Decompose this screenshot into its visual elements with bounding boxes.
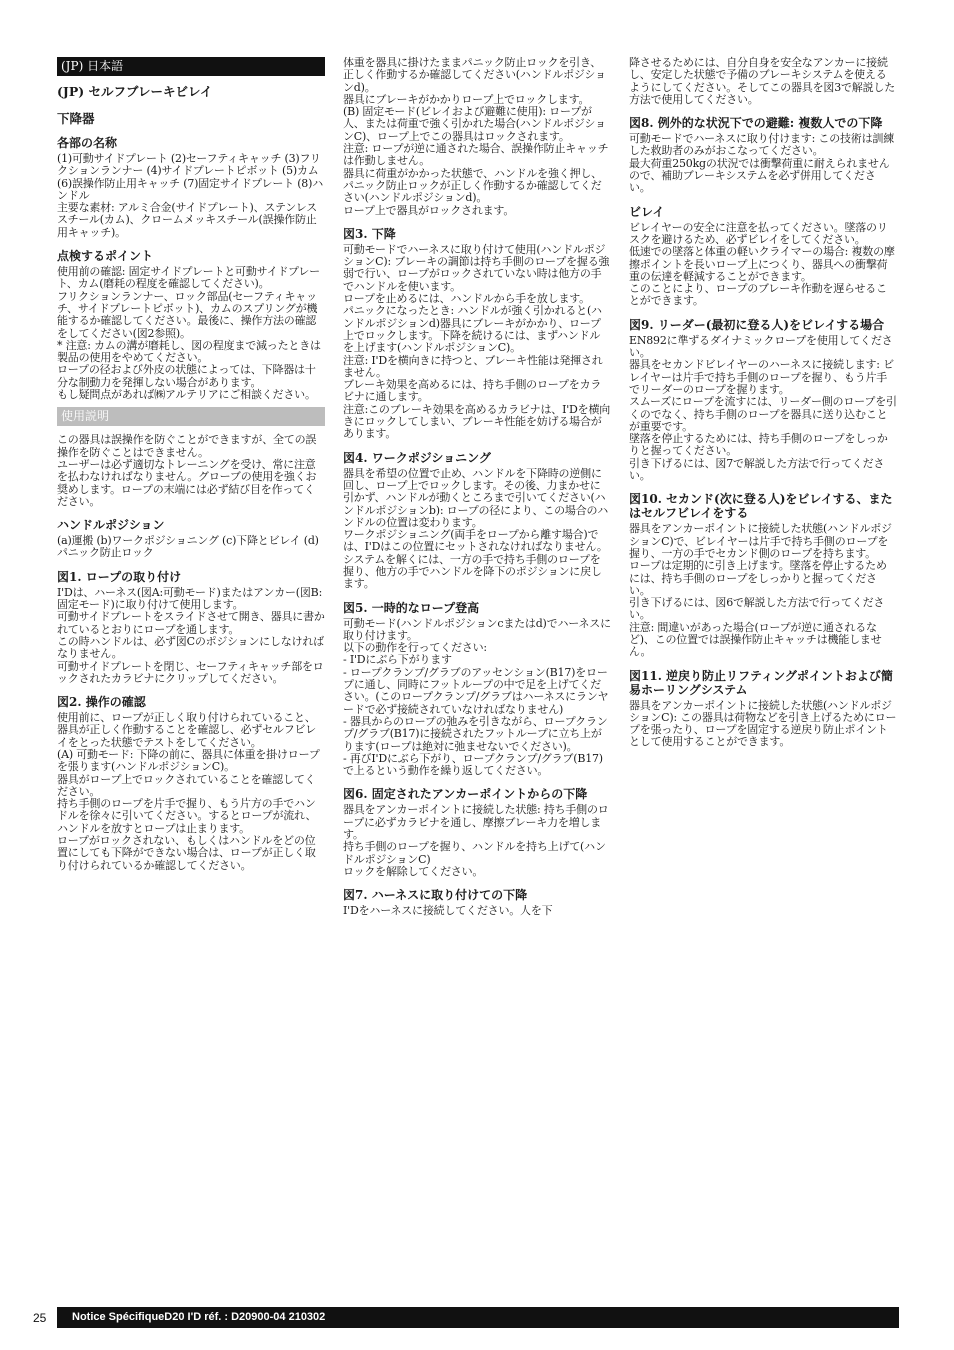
check-heading: 点検するポイント: [57, 249, 154, 264]
fig2-paragraph-1: 使用前に、ロープが正しく取り付けられていること、器具が正しく作動することを確認し、必ずセルフビレイをとった状態でテストをしてください。: [57, 711, 317, 749]
fig4-paragraph-3: システムを解くには、一方の手で持ち手側のロープを握り、他方の手でハンドルを降下のポジションに戻します。: [343, 552, 602, 591]
language-label: (JP) 日本語: [57, 57, 325, 76]
belay-paragraph-3: このことにより、ロープのブレーキ作動を遅らせることができます。: [629, 282, 887, 308]
fig10-heading: 図10. セカンド(次に登る人)をビレイする、またはセルフビレイをする: [629, 492, 893, 521]
check-paragraph-1: 使用前の確認: 固定サイドプレートと可動サイドプレート、カム(磨耗の程度を確認してください)。: [57, 265, 320, 291]
fig6-paragraph-2: 持ち手側のロープを握り、ハンドルを持ち上げて(ハンドルポジションC): [343, 840, 606, 866]
fig5-paragraph-2: 以下の動作を行ってください:: [343, 641, 487, 655]
fig10-paragraph-2: ロープは定期的に引き上げます。墜落を停止するためには、持ち手側のロープをしっかりと握ってください。: [629, 559, 887, 597]
fig1-paragraph-1: I'Dは、ハーネス(図A:可動モード)またはアンカー(図B:固定モード)に取り付けて使用します。: [57, 585, 323, 612]
fig7-paragraph-1: I'Dをハーネスに接続してください。人を下: [343, 904, 553, 918]
fig3-heading: 図3. 下降: [343, 226, 396, 241]
col2-paragraph-6: ロープ上で器具がロックされます。: [343, 203, 515, 217]
parts-text: (1)可動サイドプレート (2)セーフティキャッチ (3)フリクションランナー (4)サイドプレートピボット (5)カム (6)誤操作防止用キャッチ (7)固定サイドプレート (8)ハンドル: [57, 152, 323, 202]
fig9-paragraph-4: 墜落を停止するためには、持ち手側のロープをしっかりと握ってください。: [629, 432, 888, 458]
fig9-paragraph-1: EN892に準ずるダイナミックロープを使用してください。: [629, 333, 893, 360]
usage-section-label: 使用説明: [57, 407, 325, 426]
fig9-paragraph-5: 引き下げるには、図7で解説した方法で行ってください。: [629, 456, 885, 483]
materials-text: 主要な素材: アルミ合金(サイドプレート)、ステンレススチール(カム)、クロームメッキスチール(誤操作防止用キャッチ)。: [57, 201, 318, 239]
fig2-paragraph-3: 器具がロープ上でロックされていることを確認してください。: [57, 772, 316, 798]
fig3-paragraph-3: パニックになったとき: ハンドルが強く引かれると(ハンドルポジションd)器具にブレーキがかかり、ロープ上でロックします。下降を続けるには、まずハンドルを上げます(ハンドルポジションC)。: [343, 304, 602, 355]
column-3: [629, 57, 897, 749]
fig3-paragraph-6: 注意:このブレーキ効果を高めるカラビナは、I'Dを横向きにロックしてしまい、ブレーキ性能を妨げる場合があります。: [343, 402, 611, 441]
fig7-heading: 図7. ハーネスに取り付けての下降: [343, 888, 528, 903]
col2-paragraph-5: 器具に荷重がかかった状態で、ハンドルを強く押し、パニック防止ロックが正しく作動するか確認してください(ハンドルポジションd)。: [343, 166, 602, 205]
fig4-paragraph-2: ワークポジショニング(両手をロープから離す場合)では、I'Dはこの位置にセットされなければなりません。: [343, 528, 608, 554]
fig8-paragraph-1: 可動モードでハーネスに取り付けます: この技術は訓練した救助者のみがおこなってください。: [629, 132, 895, 158]
usage-paragraph-2: ユーザーは必ず適切なトレーニングを受け、常に注意を払わなければなりません。グローブの使用を強くお奨めします。ロープの末端には必ず結び目を作ってください。: [57, 457, 317, 508]
fig5-paragraph-1: 可動モード(ハンドルポジションcまたはd)でハーネスに取り付けます。: [343, 616, 611, 642]
fig8-heading: 図8. 例外的な状況下での避難: 複数人での下降: [629, 116, 883, 131]
fig2-heading: 図2. 操作の確認: [57, 695, 146, 710]
handle-heading: ハンドルポジション: [57, 518, 165, 533]
check-paragraph-4: ロープの径および外皮の状態によっては、下降器は十分な制動力を発揮しない場合があります。: [57, 363, 316, 389]
fig10-paragraph-1: 器具をアンカーポイントに接続した状態(ハンドルポジションC)で、ビレイヤーは片手で持ち手側のロープを握り、一方の手でセカンド側のロープを持ちます。: [629, 522, 892, 560]
column-1: [57, 57, 325, 872]
belay-paragraph-1: ビレイヤーの安全に注意を払ってください。墜落のリスクを避けるため、必ずビレイをしてください。: [629, 220, 888, 246]
fig4-heading: 図4. ワークポジショニング: [343, 450, 491, 465]
fig6-paragraph-3: ロックを解除してください。: [343, 864, 484, 878]
document-title: (JP) セルフブレーキビレイ: [57, 84, 213, 99]
fig3-paragraph-4: 注意: I'Dを横向きに持つと、ブレーキ性能は発揮されません。: [343, 353, 603, 379]
fig3-paragraph-5: ブレーキ効果を高めるには、持ち手側のロープをカラビナに通します。: [343, 378, 602, 404]
check-paragraph-3: * 注意: カムの溝が磨耗し、図の程度まで減ったときは製品の使用をやめてください。: [57, 338, 321, 365]
fig6-heading: 図6. 固定されたアンカーポイントからの下降: [343, 787, 588, 802]
fig2-paragraph-2: (A) 可動モード: 下降の前に、器具に体重を掛けロープを張ります(ハンドルポジションC)。: [57, 747, 320, 774]
fig9-paragraph-3: スムーズにロープを流すには、リーダー側のロープを引くのでなく、持ち手側のロープを器具に送り込むことが重要です。: [629, 395, 897, 433]
fig1-heading: 図1. ロープの取り付け: [57, 569, 182, 584]
fig5-paragraph-4: - ロープクランプ/グラブのアッセンション(B17)をロープに通し、同時にフットループの中で足を上げてください。(このロープクランプ/グラブはハーネスにランヤードで必ず接続されていなければなりません): [343, 665, 609, 716]
document-subtitle: 下降器: [57, 111, 95, 126]
col2-paragraph-2: 器具にブレーキがかかりロープ上でロックします。: [343, 92, 590, 106]
fig1-paragraph-4: 可動サイドプレートを閉じ、セーフティキャッチ部をロックされたカラビナにクリップしてください。: [57, 659, 324, 685]
fig4-paragraph-1: 器具を希望の位置で止め、ハンドルを下降時の逆側に回し、ロープ上でロックします。その後、力まかせに引かず、ハンドルが動くところまで引いてください(ハンドルポジションb): ロープの径により、この場合のハンドルの位置は変わります。: [343, 466, 609, 529]
belay-heading: ビレイ: [629, 204, 665, 219]
fig5-paragraph-5: - 器具からのロープの弛みを引きながら、ロープクランプ/グラブ(B17)に接続されたフットループに立ち上がります(ロープは絶対に弛ませないでください)。: [343, 714, 608, 753]
col3-paragraph-1: 降させるためには、自分自身を安全なアンカーに接続し、安定した状態で予備のブレーキシステムを使えるようにしてください。そしてこの器具を図3で解説した方法で使用してください。: [629, 56, 895, 106]
fig1-paragraph-3: この時ハンドルは、必ず図Cのポジションにしなければなりません。: [57, 634, 324, 661]
fig9-heading: 図9. リーダー(最初に登る人)をビレイする場合: [629, 317, 885, 332]
fig8-paragraph-2: 最大荷重250kgの状況では衝撃荷重に耐えられませんので、補助ブレーキシステムを必ず併用してください。: [629, 156, 890, 195]
col2-paragraph-1: 体重を器具に掛けたままパニック防止ロックを引き、正しく作動するか確認してください(ハンドルポジションd)。: [343, 56, 606, 94]
footer-document-reference: Notice SpécifiqueD20 I'D réf. : D20900-04 210302: [57, 1307, 899, 1328]
fig5-paragraph-6: - 再びI'Dにぶら下がり、ロープクランプ/グラブ(B17)で上るという動作を繰り返してください。: [343, 751, 603, 778]
fig10-paragraph-3: 引き下げるには、図6で解説した方法で行ってください。: [629, 596, 885, 622]
fig3-paragraph-1: 可動モードでハーネスに取り付けて使用(ハンドルポジションC): ブレーキの調節は持ち手側のロープを握る強弱で行い、ロープがロックされていない時は他方の手でハンドルを使います。: [343, 242, 610, 293]
check-paragraph-5: もし疑問点があれば㈱アルテリアにご相談ください。: [57, 388, 316, 402]
page-number: 25: [33, 1311, 47, 1325]
fig11-heading: 図11. 逆戻り防止リフティングポイントおよび簡易ホーリングシステム: [629, 668, 893, 697]
parts-heading: 各部の名称: [57, 136, 118, 150]
usage-paragraph-1: この器具は誤操作を防ぐことができますが、全ての誤操作を防ぐことはできません。: [57, 433, 317, 459]
fig5-paragraph-3: - I'Dにぶら下がります: [343, 653, 452, 667]
fig6-paragraph-1: 器具をアンカーポイントに接続した状態: 持ち手側のロープに必ずカラビナを通し、摩擦ブレーキ力を増します。: [343, 803, 609, 842]
check-paragraph-2: フリクションランナー、ロック部品(セーフティキャッチ、サイドプレートピボット)、カムのスプリングが機能するか確認してください。最後に、操作方法の確認をしてください(図2参照)。: [57, 289, 318, 340]
fig2-paragraph-4: 持ち手側のロープを片手で握り、もう片方の手でハンドルを徐々に引いてください。するとロープが流れ、ハンドルを放すとロープは止まります。: [57, 797, 317, 835]
belay-paragraph-2: 低速での墜落と体重の軽いクライマーの場合: 複数の摩擦ポイントを長いロープ上につくり、器具への衝撃荷重の伝達を軽減することができます。: [629, 245, 895, 283]
fig5-heading: 図5. 一時的なロープ登高: [343, 600, 480, 615]
fig10-paragraph-4: 注意: 間違いがあった場合(ロープが逆に通されるなど)、この位置では誤操作防止キャッチは機能しません。: [629, 620, 882, 659]
fig2-paragraph-5: ロープがロックされない、もしくはハンドルをどの位置にしても下降ができない場合は、ロープが正しく取り付けられているか確認してください。: [57, 834, 316, 872]
fig9-paragraph-2: 器具をセカンドビレイヤーのハーネスに接続します: ビレイヤーは片手で持ち手側のロープを握り、もう片手でリーダーのロープを握ります。: [629, 358, 894, 396]
fig1-paragraph-2: 可動サイドプレートをスライドさせて開き、器具に書かれているとおりにロープを通します。: [57, 610, 325, 636]
col2-paragraph-3: (B) 固定モード(ビレイおよび避難に使用): ロープが人、または荷重で強く引かれた場合(ハンドルポジションC)、ロープ上でこの器具はロックされます。: [343, 105, 606, 143]
handle-text: (a)運搬 (b)ワークポジショニング (c)下降とビレイ (d)パニック防止ロック: [57, 534, 319, 560]
col2-paragraph-4: 注意: ロープが逆に通された場合、誤操作防止キャッチは作動しません。: [343, 142, 609, 168]
fig11-paragraph-1: 器具をアンカーポイントに接続した状態(ハンドルポジションC): この器具は荷物などを引き上げるためにロープを張ったり、ロープを固定する逆戻り防止ポイントとして使用することができます。: [629, 698, 897, 749]
fig3-paragraph-2: ロープを止めるには、ハンドルから手を放します。: [343, 292, 590, 306]
column-2: [343, 57, 611, 918]
